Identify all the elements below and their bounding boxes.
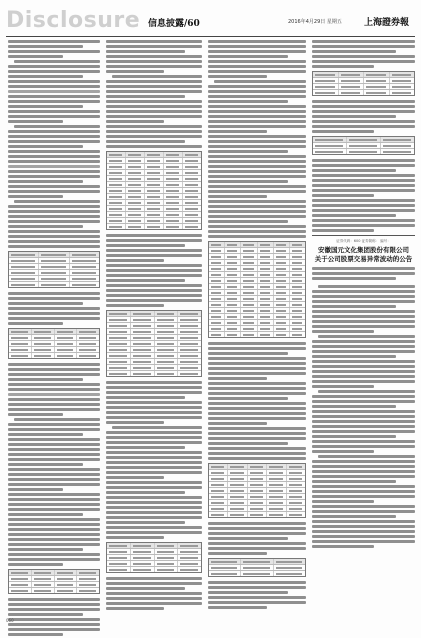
- data-table: [106, 310, 202, 377]
- column-4: [312, 40, 415, 550]
- page-number: 060: [6, 618, 14, 623]
- column-1: [8, 40, 100, 638]
- notice-code: 证券代码：600 证券简称： 编号：: [336, 239, 391, 243]
- data-table: [8, 328, 100, 359]
- data-table: [208, 463, 306, 518]
- section-title: 信息披露/60: [148, 19, 200, 29]
- column-2: [106, 40, 202, 612]
- masthead: Disclosure: [6, 8, 141, 33]
- issue-date: 2016年4月29日 星期五: [288, 19, 342, 25]
- notice-company: 安徽国元文化集团股份有限公司: [318, 246, 409, 254]
- data-table: [106, 542, 202, 573]
- page-header: [6, 6, 415, 37]
- newspaper-name: 上海證券報: [364, 18, 410, 28]
- data-table: [8, 569, 100, 594]
- notice-title: 关于公司股票交易异常波动的公告: [314, 255, 413, 263]
- data-table: [312, 71, 415, 96]
- data-table: [106, 151, 202, 230]
- data-table: [8, 251, 100, 288]
- data-table: [312, 136, 415, 155]
- column-3: [208, 40, 306, 611]
- data-table: [208, 558, 306, 577]
- notice-block: [312, 239, 415, 548]
- data-table: [208, 241, 306, 338]
